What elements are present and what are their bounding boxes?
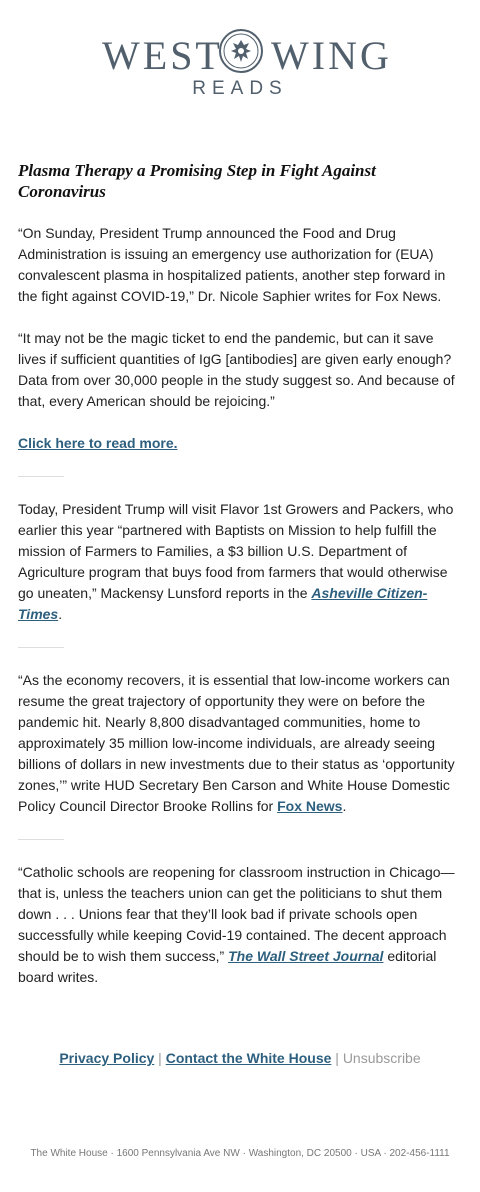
logo-word-wing: WING — [271, 33, 392, 78]
privacy-policy-link[interactable]: Privacy Policy — [59, 1050, 155, 1066]
article-title: Plasma Therapy a Promising Step in Fight Against Coronavirus — [18, 161, 376, 201]
wall-street-journal-link[interactable]: The Wall Street Journal — [228, 948, 384, 964]
section-divider — [18, 647, 64, 648]
article-paragraph-1: “On Sunday, President Trump announced the Food and Drug Administration is issuing an emergency use authorization for (EUA) convalescent plasma in hospitalized patients, another step forward in the fight against COVID-19,” Dr. Nicole Saphier writes for Fox News. — [18, 225, 446, 304]
presidential-seal-icon — [218, 28, 264, 74]
read-more-link[interactable]: Click here to read more. — [18, 435, 178, 451]
news-item-farmers — [18, 499, 462, 625]
west-wing-reads-logo — [0, 28, 480, 108]
footer-address: The White House · 1600 Pennsylvania Ave NW · Washington, DC 20500 · USA · 202-456-1111 — [30, 1148, 450, 1159]
news-item-catholic-schools — [18, 862, 462, 988]
news-item-end: editorial board writes. — [18, 948, 437, 985]
section-divider — [18, 476, 64, 477]
read-more-paragraph — [18, 433, 462, 454]
news-item-text: Today, President Trump will visit Flavor 1st Growers and Packers, who earlier this year “partnered with Baptists on Mission to help fulfill the mission of Farmers to Families, a $3 billion U.S. Department of Agriculture program that buys food from farmers that would otherwise go uneaten,” Mackensy Lunsford reports in the — [18, 501, 454, 601]
news-item-end: . — [58, 606, 63, 622]
news-item-text: “As the economy recovers, it is essential that low-income workers can resume the great trajectory of opportunity they were on before the pandemic hit. Nearly 8,800 disadvantaged communities, home to approximately 35 million low-income individuals, are already seeing billions of dollars in new investments due to their status as ‘opportunity zones,’” write HUD Secretary Ben Carson and White House Domestic Policy Council Director Brooke Rollins for — [18, 672, 455, 814]
logo-subtitle-reads: READS — [192, 78, 288, 99]
news-item-end: . — [342, 798, 347, 814]
fox-news-link[interactable]: Fox News — [277, 798, 343, 814]
logo-word-west: WEST — [102, 33, 223, 78]
news-item-text: “Catholic schools are reopening for classroom instruction in Chicago—that is, unless the teachers union can get the politicians to shut them down . . . Unions fear that they’ll look bad if private schools open successfully while keeping Covid-19 contained. The decent approach should be to wish them success,” — [18, 864, 455, 964]
footer-links — [0, 1049, 480, 1067]
section-divider — [18, 839, 64, 840]
footer-separator: | — [331, 1050, 343, 1066]
news-item-opportunity-zones — [18, 670, 462, 817]
asheville-citizen-times-link[interactable]: Asheville Citizen-Times — [18, 585, 428, 622]
article-paragraph-2: “It may not be the magic ticket to end the pandemic, but can it save lives if sufficient quantities of IgG [antibodies] are given early enough? Data from over 30,000 people in the study suggest so. And because of that, every American should be rejoicing.” — [18, 330, 455, 409]
unsubscribe-link[interactable]: Unsubscribe — [342, 1050, 421, 1066]
contact-white-house-link[interactable]: Contact the White House — [165, 1050, 332, 1066]
footer-separator: | — [154, 1050, 166, 1066]
